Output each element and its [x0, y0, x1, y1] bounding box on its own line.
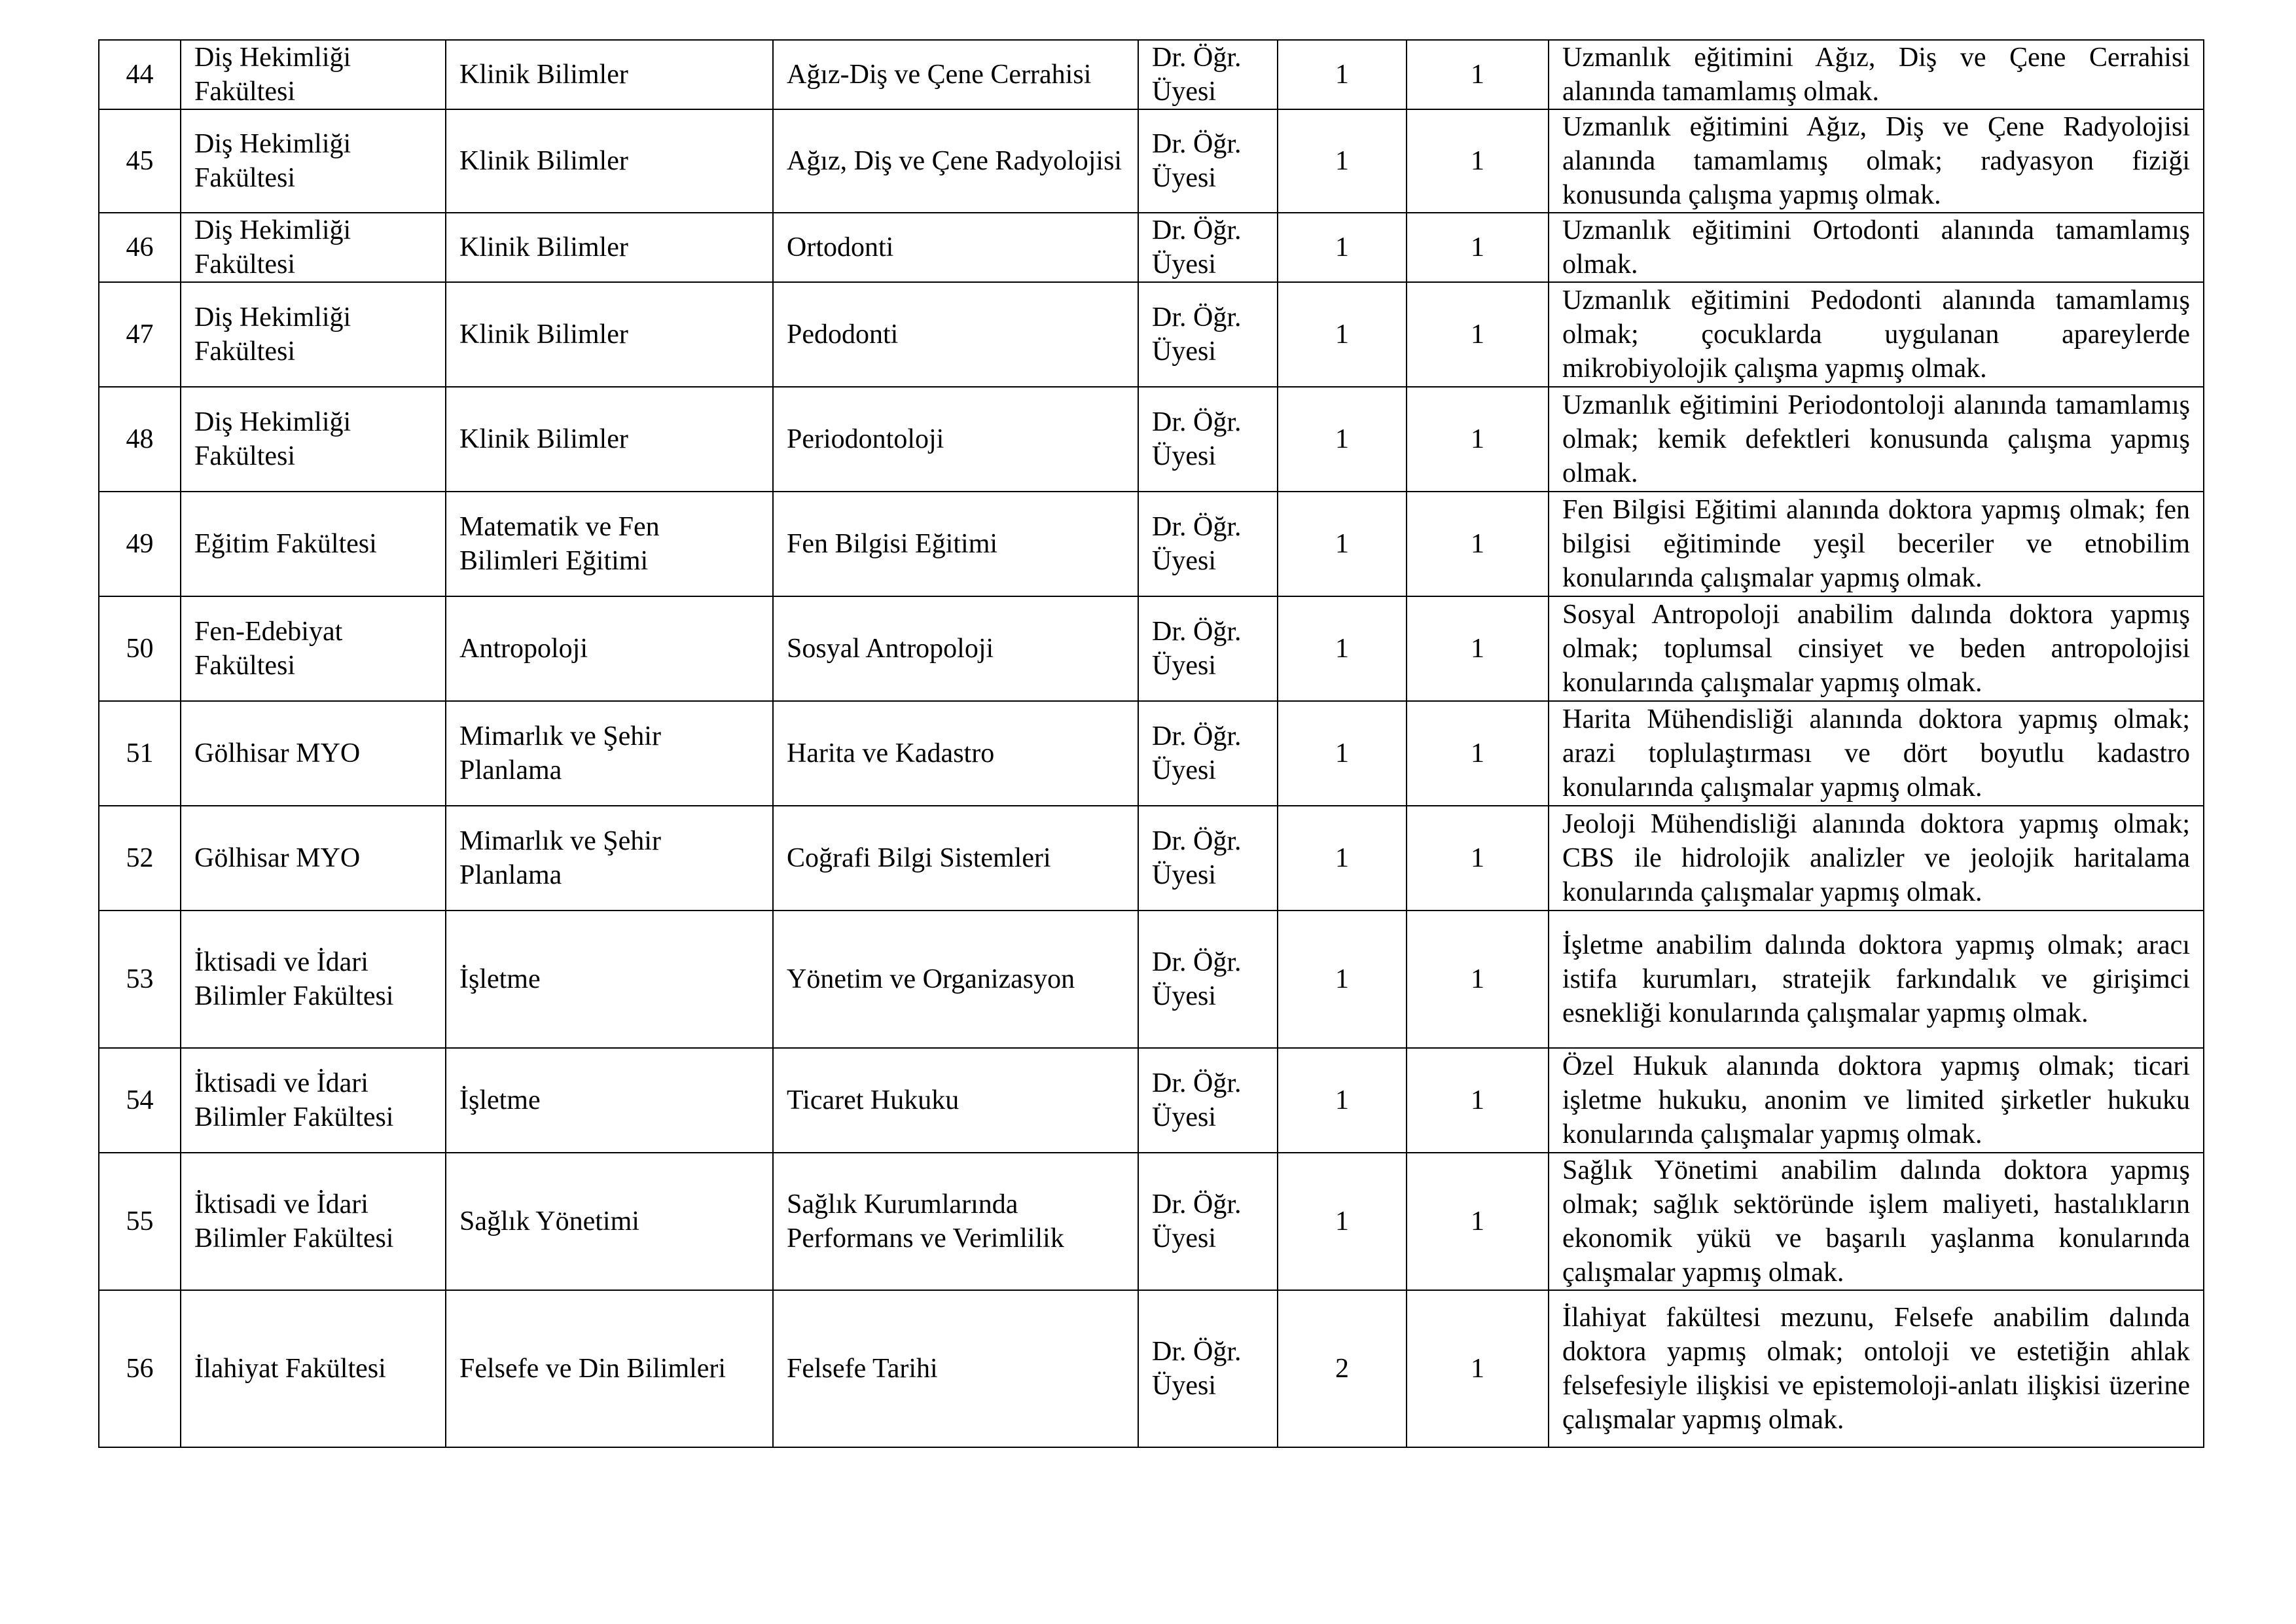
cell-grade: 1 — [1407, 806, 1549, 911]
cell-department: Klinik Bilimler — [446, 387, 773, 492]
cell-department: Klinik Bilimler — [446, 282, 773, 387]
cell-position-count: 1 — [1278, 701, 1407, 806]
cell-title: Dr. Öğr. Üyesi — [1138, 1048, 1278, 1153]
cell-requirement: İşletme anabilim dalında doktora yapmış olmak; aracı istifa kurumları, stratejik farkındalık ve girişimci esnekliği konularında çalışmalar yapmış olmak. — [1549, 911, 2204, 1048]
cell-division: Coğrafi Bilgi Sistemleri — [773, 806, 1138, 911]
cell-no: 48 — [99, 387, 181, 492]
cell-grade: 1 — [1407, 282, 1549, 387]
cell-requirement: Uzmanlık eğitimini Pedodonti alanında tamamlamış olmak; çocuklarda uygulanan apareylerde mikrobiyolojik çalışma yapmış olmak. — [1549, 282, 2204, 387]
cell-position-count: 1 — [1278, 492, 1407, 596]
cell-faculty: İlahiyat Fakültesi — [181, 1290, 446, 1447]
table-row — [99, 40, 2204, 109]
cell-no: 45 — [99, 109, 181, 213]
cell-no: 55 — [99, 1153, 181, 1290]
cell-grade: 1 — [1407, 387, 1549, 492]
cell-requirement: Uzmanlık eğitimini Ağız, Diş ve Çene Radyolojisi alanında tamamlamış olmak; radyasyon fiziği konusunda çalışma yapmış olmak. — [1549, 109, 2204, 213]
cell-division: Ağız, Diş ve Çene Radyolojisi — [773, 109, 1138, 213]
cell-department: Matematik ve Fen Bilimleri Eğitimi — [446, 492, 773, 596]
cell-grade: 1 — [1407, 1048, 1549, 1153]
cell-position-count: 1 — [1278, 806, 1407, 911]
cell-faculty: Gölhisar MYO — [181, 701, 446, 806]
cell-division: Ağız-Diş ve Çene Cerrahisi — [773, 40, 1138, 109]
cell-requirement: Uzmanlık eğitimini Ağız, Diş ve Çene Cerrahisi alanında tamamlamış olmak. — [1549, 40, 2204, 109]
cell-position-count: 1 — [1278, 109, 1407, 213]
cell-faculty: İktisadi ve İdari Bilimler Fakültesi — [181, 911, 446, 1048]
cell-requirement: Harita Mühendisliği alanında doktora yapmış olmak; arazi toplulaştırması ve dört boyutlu kadastro konularında çalışmalar yapmış olmak. — [1549, 701, 2204, 806]
cell-title: Dr. Öğr. Üyesi — [1138, 701, 1278, 806]
cell-title: Dr. Öğr. Üyesi — [1138, 282, 1278, 387]
cell-title: Dr. Öğr. Üyesi — [1138, 806, 1278, 911]
cell-position-count: 1 — [1278, 596, 1407, 701]
cell-no: 46 — [99, 213, 181, 282]
table-row — [99, 806, 2204, 911]
cell-no: 47 — [99, 282, 181, 387]
table-row — [99, 911, 2204, 1048]
cell-department: Mimarlık ve Şehir Planlama — [446, 806, 773, 911]
cell-faculty: Gölhisar MYO — [181, 806, 446, 911]
cell-grade: 1 — [1407, 701, 1549, 806]
cell-requirement: Fen Bilgisi Eğitimi alanında doktora yapmış olmak; fen bilgisi eğitiminde yeşil beceriler ve etnobilim konularında çalışmalar yapmış olmak. — [1549, 492, 2204, 596]
cell-division: Yönetim ve Organizasyon — [773, 911, 1138, 1048]
cell-department: Klinik Bilimler — [446, 213, 773, 282]
cell-title: Dr. Öğr. Üyesi — [1138, 492, 1278, 596]
cell-grade: 1 — [1407, 1290, 1549, 1447]
cell-no: 54 — [99, 1048, 181, 1153]
cell-division: Harita ve Kadastro — [773, 701, 1138, 806]
cell-faculty: İktisadi ve İdari Bilimler Fakültesi — [181, 1153, 446, 1290]
cell-faculty: Fen-Edebiyat Fakültesi — [181, 596, 446, 701]
cell-grade: 1 — [1407, 492, 1549, 596]
table-row — [99, 213, 2204, 282]
cell-department: Klinik Bilimler — [446, 109, 773, 213]
cell-division: Fen Bilgisi Eğitimi — [773, 492, 1138, 596]
cell-division: Pedodonti — [773, 282, 1138, 387]
cell-department: Felsefe ve Din Bilimleri — [446, 1290, 773, 1447]
table-body — [99, 40, 2204, 1447]
cell-department: Sağlık Yönetimi — [446, 1153, 773, 1290]
cell-no: 50 — [99, 596, 181, 701]
cell-title: Dr. Öğr. Üyesi — [1138, 109, 1278, 213]
cell-no: 51 — [99, 701, 181, 806]
cell-division: Ticaret Hukuku — [773, 1048, 1138, 1153]
table-row — [99, 1048, 2204, 1153]
positions-table — [98, 39, 2204, 1448]
cell-division: Sosyal Antropoloji — [773, 596, 1138, 701]
cell-division: Ortodonti — [773, 213, 1138, 282]
cell-position-count: 1 — [1278, 282, 1407, 387]
cell-grade: 1 — [1407, 596, 1549, 701]
cell-requirement: Sosyal Antropoloji anabilim dalında doktora yapmış olmak; toplumsal cinsiyet ve beden antropolojisi konularında çalışmalar yapmış olmak. — [1549, 596, 2204, 701]
cell-position-count: 1 — [1278, 1153, 1407, 1290]
table-row — [99, 1153, 2204, 1290]
cell-department: İşletme — [446, 1048, 773, 1153]
cell-requirement: Jeoloji Mühendisliği alanında doktora yapmış olmak; CBS ile hidrolojik analizler ve jeolojik haritalama konularında çalışmalar yapmış olmak. — [1549, 806, 2204, 911]
cell-title: Dr. Öğr. Üyesi — [1138, 213, 1278, 282]
cell-requirement: Uzmanlık eğitimini Periodontoloji alanında tamamlamış olmak; kemik defektleri konusunda çalışma yapmış olmak. — [1549, 387, 2204, 492]
cell-position-count: 1 — [1278, 1048, 1407, 1153]
cell-faculty: Diş Hekimliği Fakültesi — [181, 282, 446, 387]
cell-no: 44 — [99, 40, 181, 109]
cell-grade: 1 — [1407, 109, 1549, 213]
cell-grade: 1 — [1407, 213, 1549, 282]
cell-title: Dr. Öğr. Üyesi — [1138, 1153, 1278, 1290]
table-row — [99, 492, 2204, 596]
cell-title: Dr. Öğr. Üyesi — [1138, 387, 1278, 492]
cell-position-count: 1 — [1278, 387, 1407, 492]
cell-faculty: Eğitim Fakültesi — [181, 492, 446, 596]
cell-division: Periodontoloji — [773, 387, 1138, 492]
cell-grade: 1 — [1407, 40, 1549, 109]
table-row — [99, 109, 2204, 213]
table-row — [99, 596, 2204, 701]
cell-grade: 1 — [1407, 911, 1549, 1048]
cell-department: Mimarlık ve Şehir Planlama — [446, 701, 773, 806]
cell-no: 49 — [99, 492, 181, 596]
cell-faculty: Diş Hekimliği Fakültesi — [181, 40, 446, 109]
cell-requirement: Sağlık Yönetimi anabilim dalında doktora yapmış olmak; sağlık sektöründe işlem maliyeti, hastalıkların ekonomik yükü ve başarılı yaşlanma konularında çalışmalar yapmış olmak. — [1549, 1153, 2204, 1290]
cell-faculty: İktisadi ve İdari Bilimler Fakültesi — [181, 1048, 446, 1153]
cell-department: İşletme — [446, 911, 773, 1048]
cell-position-count: 1 — [1278, 40, 1407, 109]
cell-requirement: Uzmanlık eğitimini Ortodonti alanında tamamlamış olmak. — [1549, 213, 2204, 282]
cell-title: Dr. Öğr. Üyesi — [1138, 596, 1278, 701]
cell-position-count: 1 — [1278, 911, 1407, 1048]
cell-no: 52 — [99, 806, 181, 911]
cell-department: Klinik Bilimler — [446, 40, 773, 109]
cell-no: 56 — [99, 1290, 181, 1447]
cell-position-count: 1 — [1278, 213, 1407, 282]
cell-faculty: Diş Hekimliği Fakültesi — [181, 109, 446, 213]
cell-title: Dr. Öğr. Üyesi — [1138, 1290, 1278, 1447]
cell-department: Antropoloji — [446, 596, 773, 701]
table-row — [99, 701, 2204, 806]
cell-faculty: Diş Hekimliği Fakültesi — [181, 387, 446, 492]
table-row — [99, 1290, 2204, 1447]
cell-division: Felsefe Tarihi — [773, 1290, 1138, 1447]
table-row — [99, 387, 2204, 492]
cell-requirement: Özel Hukuk alanında doktora yapmış olmak; ticari işletme hukuku, anonim ve limited şirketler hukuku konularında çalışmalar yapmış olmak. — [1549, 1048, 2204, 1153]
cell-position-count: 2 — [1278, 1290, 1407, 1447]
cell-no: 53 — [99, 911, 181, 1048]
cell-division: Sağlık Kurumlarında Performans ve Verimlilik — [773, 1153, 1138, 1290]
cell-title: Dr. Öğr. Üyesi — [1138, 40, 1278, 109]
table-row — [99, 282, 2204, 387]
cell-faculty: Diş Hekimliği Fakültesi — [181, 213, 446, 282]
cell-requirement: İlahiyat fakültesi mezunu, Felsefe anabilim dalında doktora yapmış olmak; ontoloji ve estetiğin ahlak felsefesiyle ilişkisi ve epistemoloji-anlatı ilişkisi üzerine çalışmalar yapmış olmak. — [1549, 1290, 2204, 1447]
cell-grade: 1 — [1407, 1153, 1549, 1290]
cell-title: Dr. Öğr. Üyesi — [1138, 911, 1278, 1048]
